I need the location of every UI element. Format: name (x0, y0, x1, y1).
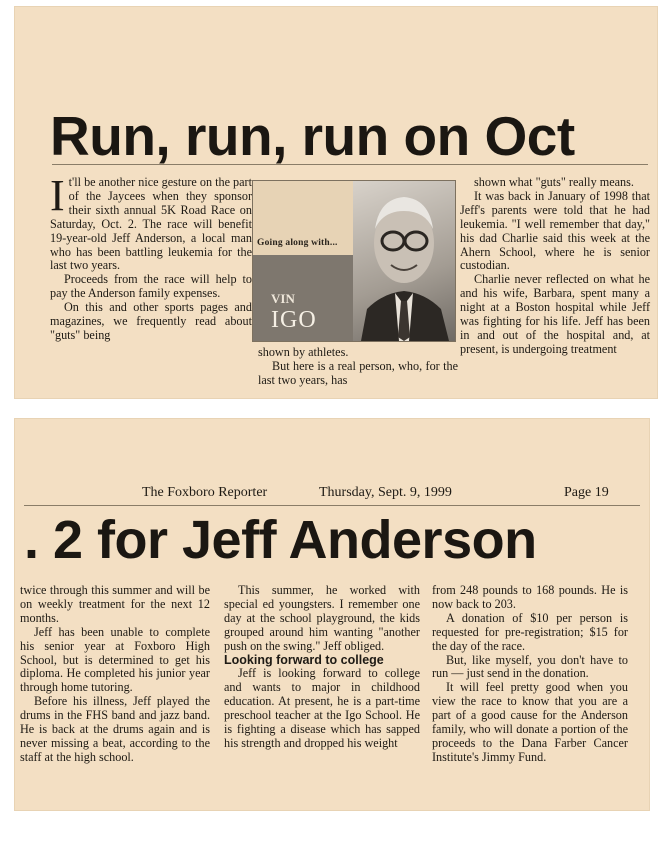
author-photo (353, 181, 455, 341)
paragraph: Jeff has been unable to complete his senior year at Foxboro High School, but is determined to get his diploma. He completed his junior year through home tutoring. (20, 624, 210, 695)
paragraph: It was back in January of 1998 that Jeff's parents were told that he had leukemia. "I well remember that day," his dad Charlie said this week at the Ahern School, where he is senior custodian. (460, 188, 650, 273)
paragraph: But, like myself, you don't have to run — just send in the donation. (432, 652, 628, 681)
paragraph: twice through this summer and will be on weekly treatment for the next 12 months. (20, 583, 210, 625)
paragraph: shown by athletes. (258, 345, 349, 359)
masthead-rule (24, 505, 640, 506)
paragraph: shown what "guts" really means. (474, 175, 634, 189)
paragraph: It will feel pretty good when you view the race to know that you are a part of a good cause for the Anderson family, who will donate a portion of the proceeds to the Dana Farber Cancer Institute's Jimmy Fund. (432, 680, 628, 764)
newspaper-name: The Foxboro Reporter (142, 485, 268, 500)
paragraph: from 248 pounds to 168 pounds. He is now back to 203. (432, 583, 628, 611)
clipping-bottom (14, 418, 650, 811)
article-column-2 (224, 584, 420, 751)
article-column-1 (50, 171, 252, 343)
drop-cap: I (50, 171, 65, 220)
paragraph: On this and other sports pages and magazines, we frequently read about "guts" being (50, 300, 252, 342)
columnist-last-name: IGO (271, 307, 317, 333)
paragraph: But here is a real person, who, for the last two years, has (258, 358, 458, 387)
page-number: Page 19 (564, 485, 609, 500)
column-logo-photo (252, 180, 456, 342)
headline-part-2: . 2 for Jeff Anderson (24, 510, 537, 570)
article-column-3 (432, 584, 628, 765)
article-column-3 (460, 176, 650, 357)
paragraph: This summer, he worked with special ed youngsters. I remember one day at the school playground, the kids grouped around him wanting "another push on the swing." Jeff obliged. (224, 583, 420, 653)
paragraph: Before his illness, Jeff played the drums in the FHS band and jazz band. He is back at the drums again and is never missing a beat, according to the staff at the high school. (20, 694, 210, 764)
column-title: Going along with... (257, 238, 338, 248)
portrait-icon (353, 181, 455, 341)
paragraph: A donation of $10 per person is requested for pre-registration; $15 for the day of the race. (432, 610, 628, 653)
issue-date: Thursday, Sept. 9, 1999 (319, 485, 452, 500)
columnist-first-name: VIN (271, 291, 295, 306)
paragraph: Charlie never reflected on what he and his wife, Barbara, spent many a night at a Boston hospital while Jeff was fighting for his life. Jeff has been in and out of the hospital and, at present, is undergoing treatment (460, 272, 650, 356)
article-column-2 (258, 346, 458, 388)
paragraph: Jeff is looking forward to college and wants to major in childhood education. At present, he is a part-time preschool teacher at the Igo School. He is fighting a disease which has sapped his strength and dropped his weight (224, 666, 420, 750)
article-column-1 (20, 584, 210, 765)
clipping-top (14, 6, 658, 399)
subheading: Looking forward to college (224, 652, 384, 667)
paragraph: t'll be another nice gesture on the part of the Jaycees when they sponsor their sixth annual 5K Road Race on Saturday, Oct. 2. The race will benefit 19-year-old Jeff Anderson, a local man who has been battling leukemia for the last two years. (50, 175, 252, 273)
headline-part-1: Run, run, run on Oct (50, 105, 575, 167)
paragraph: Proceeds from the race will help to pay the Anderson family expenses. (50, 272, 252, 301)
